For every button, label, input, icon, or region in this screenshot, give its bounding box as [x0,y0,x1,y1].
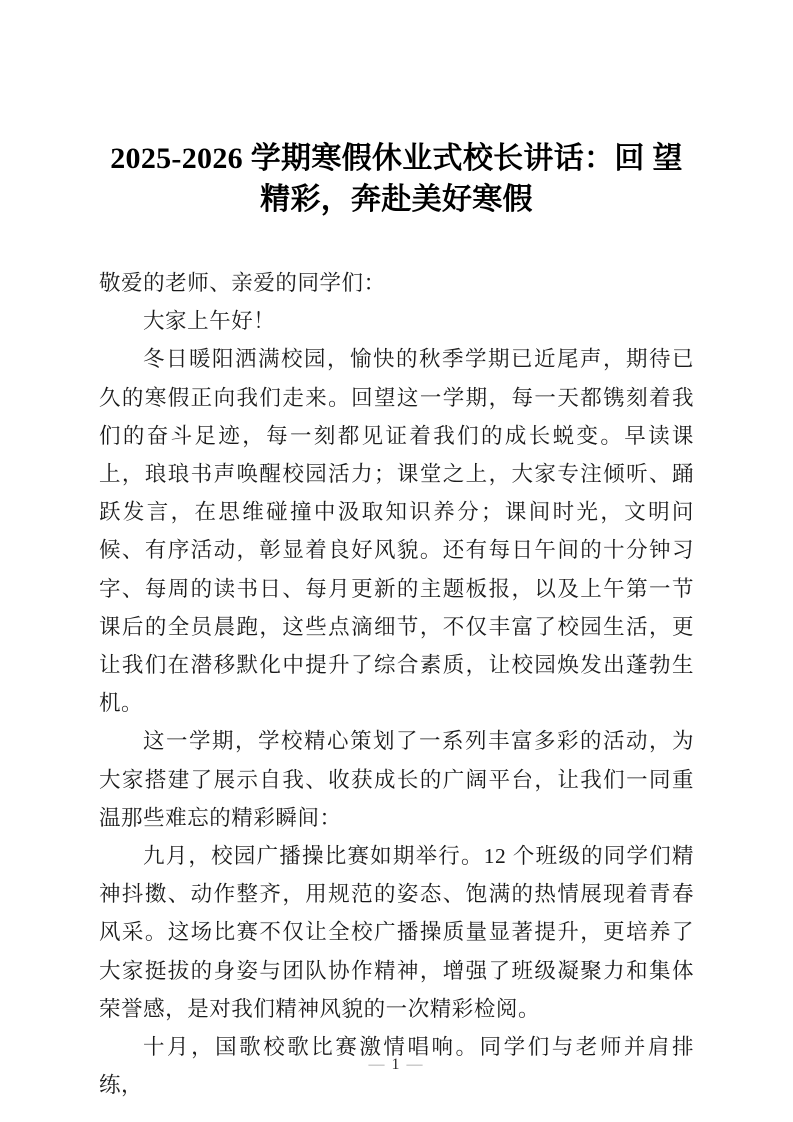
footer-dash-right: — [406,1056,425,1073]
greeting-line: 大家上午好！ [143,309,276,334]
footer-dash-left: — [368,1056,387,1073]
footer-page-number: 1 [391,1056,402,1073]
body-paragraph-1: 冬日暖阳洒满校园，愉快的秋季学期已近尾声，期待已久的寒假正向我们走来。回望这一学期，每一天都镌刻着我们的奋斗足迹，每一刻都见证着我们的成长蜕变。早读课上，琅琅书声唤醒校园活力；课堂之上，大家专注倾听、踊跃发言，在思维碰撞中汲取知识养分；课间时光，文明问候、有序活动，彰显着良好风貌。还有每日午间的十分钟习字、每周的读书日、每月更新的主题板报，以及上午第一节课后的全员晨跑，这些点滴细节，不仅丰富了校园生活，更让我们在潜移默化中提升了综合素质，让校园焕发出蓬勃生机。 [99,347,694,716]
page-footer [0,1055,793,1075]
salutation-line: 敬爱的老师、亲爱的同学们： [99,271,386,295]
body-paragraph-2: 这一学期，学校精心策划了一系列丰富多彩的活动，为大家搭建了展示自我、收获成长的广阔平台，让我们一同重温那些难忘的精彩瞬间： [99,729,694,830]
page-title-line-1: 2025-2026 学期寒假休业式校长讲话：回 [110,142,645,175]
page-title-line-2: 望精彩，奔赴美好寒假 [260,142,683,216]
body-paragraph-3: 九月，校园广播操比赛如期举行。12 个班级的同学们精神抖擞、动作整齐，用规范的姿态、饱满的热情展现着青春风采。这场比赛不仅让全校广播操质量显著提升，更培养了大家挺拔的身姿与团队协作精神，增强了班级凝聚力和集体荣誉感，是对我们精神风貌的一次精彩检阅。 [99,844,694,1021]
page-title [99,138,694,220]
document-content [99,138,694,1104]
body-paragraph-4: 十月，国歌校歌比赛激情唱响。同学们与老师并肩排练， [99,1035,694,1098]
